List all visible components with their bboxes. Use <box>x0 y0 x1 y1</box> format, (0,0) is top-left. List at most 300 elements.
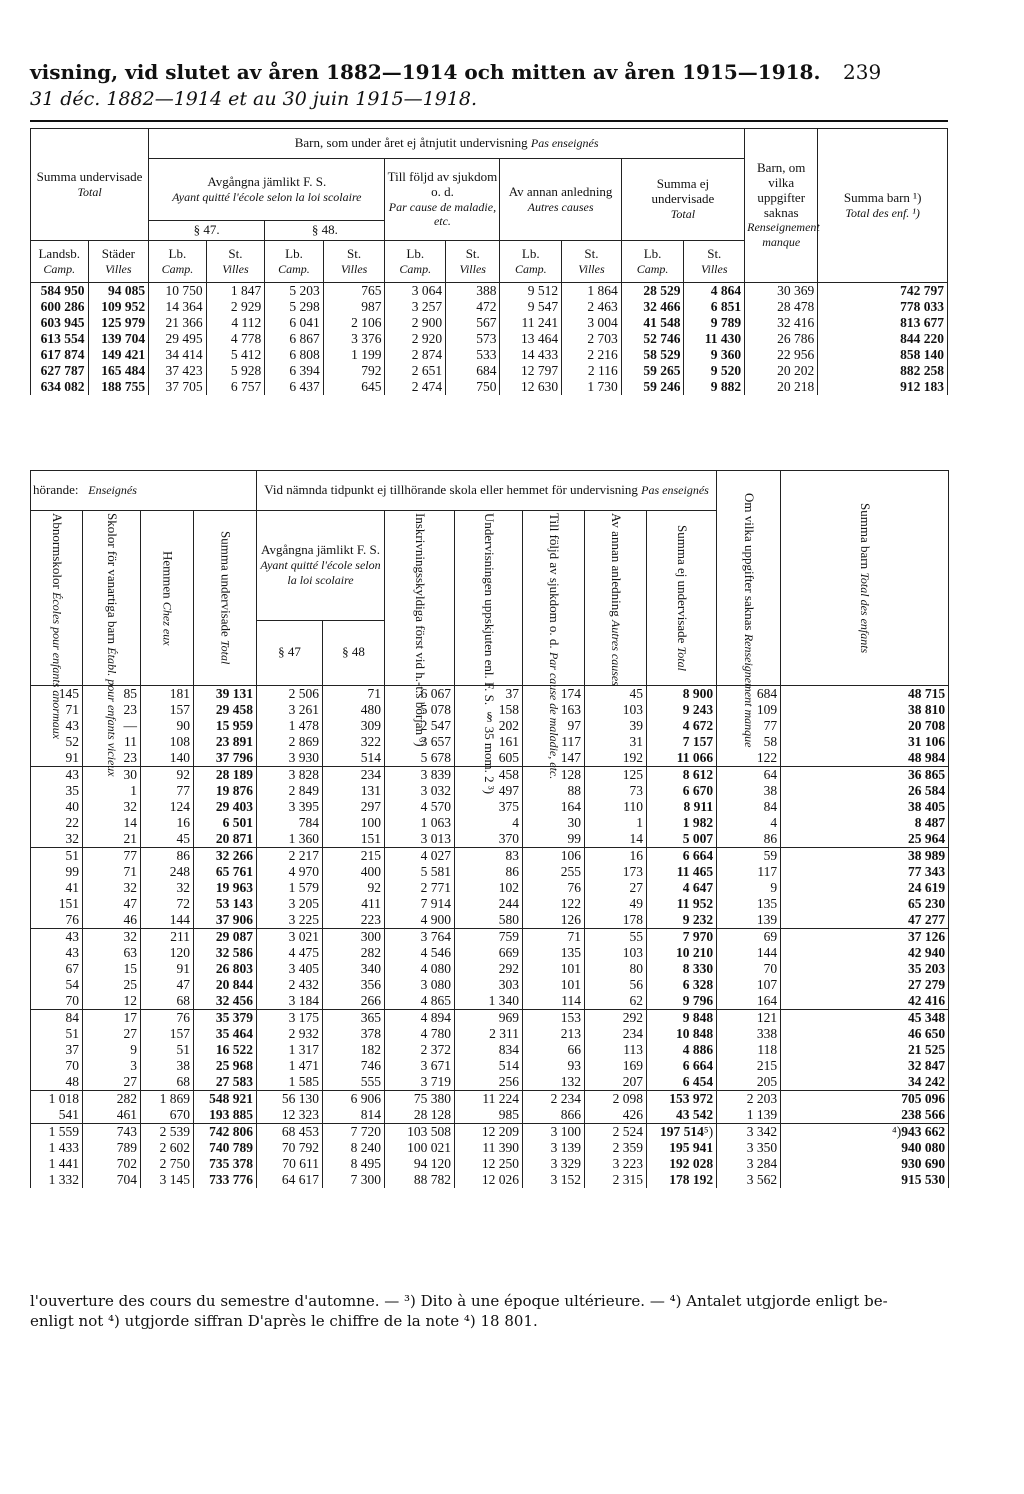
table-cell: 411 <box>323 896 385 912</box>
footnotes <box>30 1292 990 1331</box>
table-cell: 256 <box>455 1074 523 1091</box>
st-header: St. Villes <box>562 241 622 283</box>
table-cell: 702 <box>83 1156 141 1172</box>
table-cell: 2 116 <box>562 363 622 379</box>
table-cell: 164 <box>717 993 781 1010</box>
table-cell: 2 463 <box>562 299 622 315</box>
table-cell: 100 <box>323 815 385 831</box>
table-cell: 32 586 <box>194 945 257 961</box>
st-header: St. Villes <box>684 241 745 283</box>
table-cell: 356 <box>323 977 385 993</box>
table-cell: 292 <box>455 961 523 977</box>
table-cell: 56 <box>585 977 647 993</box>
table-cell: 151 <box>323 831 385 848</box>
table-cell: 140 <box>141 750 194 767</box>
table-cell: 1 864 <box>562 283 622 300</box>
table-row <box>31 315 948 331</box>
table-cell: 223 <box>323 912 385 929</box>
table-cell: 70 611 <box>257 1156 323 1172</box>
table-cell: 86 <box>717 831 781 848</box>
table-cell: 684 <box>446 363 500 379</box>
table-cell: 4 778 <box>206 331 265 347</box>
table-cell-value: 197 514 <box>660 1124 704 1139</box>
lb-header: Lb. Camp. <box>265 241 324 283</box>
table-cell: 9 <box>717 880 781 896</box>
table-cell: 4 027 <box>385 848 455 865</box>
table-cell: 92 <box>141 767 194 784</box>
table-cell: 21 <box>83 831 141 848</box>
table-cell: 6 394 <box>265 363 324 379</box>
table-cell <box>647 1124 717 1141</box>
table-cell: 27 <box>83 1074 141 1091</box>
table-cell: 64 617 <box>257 1172 323 1188</box>
skolor-vanartiga-header: Skolor för vanartiga barn Établ. pour enfants vicieux <box>83 511 141 686</box>
table-cell: 45 <box>585 686 647 703</box>
table-cell: 16 522 <box>194 1042 257 1058</box>
table-cell: 48 <box>31 1074 83 1091</box>
table-cell: 32 456 <box>194 993 257 1010</box>
table-cell: 735 378 <box>194 1156 257 1172</box>
table-cell: 71 <box>523 929 585 946</box>
table-cell: 6 664 <box>647 1058 717 1074</box>
table-cell: 135 <box>717 896 781 912</box>
table-cell: 43 <box>31 718 83 734</box>
table-cell: 6 757 <box>206 379 265 395</box>
table-cell: 1 441 <box>31 1156 83 1172</box>
table-cell: 124 <box>141 799 194 815</box>
table-row <box>31 283 948 300</box>
table-cell: 164 <box>523 799 585 815</box>
table-cell: 46 650 <box>781 1026 949 1042</box>
table-cell: 426 <box>585 1107 647 1124</box>
table-cell: 6 454 <box>647 1074 717 1091</box>
table-cell: 54 <box>31 977 83 993</box>
table-row <box>31 1058 949 1074</box>
table-cell: 255 <box>523 864 585 880</box>
table-cell: 32 847 <box>781 1058 949 1074</box>
lb-header: Lb. Camp. <box>149 241 207 283</box>
table-cell: 2 547 <box>385 718 455 734</box>
table-cell: 3 562 <box>717 1172 781 1188</box>
table-cell: 813 677 <box>818 315 948 331</box>
table-cell: 3 719 <box>385 1074 455 1091</box>
table-cell: 68 <box>141 1074 194 1091</box>
summa-ej-header: Summa ej undervisade Total <box>647 511 717 686</box>
table-cell: 3 657 <box>385 734 455 750</box>
table-cell: 43 542 <box>647 1107 717 1124</box>
table-cell: 5 928 <box>206 363 265 379</box>
table-cell: 40 <box>31 799 83 815</box>
table-cell: 2 474 <box>385 379 446 395</box>
table-cell: 600 286 <box>31 299 89 315</box>
table-row <box>31 993 949 1010</box>
table-cell: 73 <box>585 783 647 799</box>
table-cell: 8 612 <box>647 767 717 784</box>
table-cell: 71 <box>83 864 141 880</box>
table-cell: 9 <box>83 1042 141 1058</box>
table-cell: 9 882 <box>684 379 745 395</box>
table-cell: 43 <box>31 945 83 961</box>
table-cell: 27 <box>585 880 647 896</box>
table-cell: 742 806 <box>194 1124 257 1141</box>
table-cell: 5 203 <box>265 283 324 300</box>
table-row <box>31 977 949 993</box>
table-cell: 20 844 <box>194 977 257 993</box>
table-cell: 163 <box>523 702 585 718</box>
table-cell: 131 <box>323 783 385 799</box>
table-cell: 388 <box>446 283 500 300</box>
table-cell: 34 414 <box>149 347 207 363</box>
table-cell: 11 465 <box>647 864 717 880</box>
table-cell: 2 217 <box>257 848 323 865</box>
table-cell: 11 066 <box>647 750 717 767</box>
table-cell: 2 372 <box>385 1042 455 1058</box>
table-cell: 14 364 <box>149 299 207 315</box>
table-cell: 2 359 <box>585 1140 647 1156</box>
table-cell: 215 <box>323 848 385 865</box>
table-row <box>31 1156 949 1172</box>
footnote-marker: ⁴) <box>892 1124 902 1139</box>
table-cell: 1 018 <box>31 1091 83 1108</box>
table-cell: 41 <box>31 880 83 896</box>
table-cell: 3 032 <box>385 783 455 799</box>
table-cell: 71 <box>31 702 83 718</box>
table-cell: 669 <box>455 945 523 961</box>
table-cell: 617 874 <box>31 347 89 363</box>
table-cell: 77 <box>83 848 141 865</box>
st-header: St. Villes <box>446 241 500 283</box>
table-cell: 21 366 <box>149 315 207 331</box>
table-cell: 7 914 <box>385 896 455 912</box>
table-cell: 128 <box>523 767 585 784</box>
table-row <box>31 864 949 880</box>
table-cell: 32 416 <box>745 315 818 331</box>
table-cell: 56 130 <box>257 1091 323 1108</box>
table-cell: 3 004 <box>562 315 622 331</box>
table-cell: 16 <box>585 848 647 865</box>
table-cell: 20 202 <box>745 363 818 379</box>
table-cell: 14 <box>83 815 141 831</box>
table-cell: 28 128 <box>385 1107 455 1124</box>
table-cell: 109 <box>717 702 781 718</box>
table-row <box>31 379 948 395</box>
table-cell: 37 <box>31 1042 83 1058</box>
table-cell: 2 203 <box>717 1091 781 1108</box>
av-annan-header: Av annan anledning Autres causes <box>585 511 647 686</box>
table-cell: 47 277 <box>781 912 949 929</box>
table-cell: 42 940 <box>781 945 949 961</box>
table-cell: 1 585 <box>257 1074 323 1091</box>
table-cell: 59 265 <box>621 363 684 379</box>
table-cell: 35 203 <box>781 961 949 977</box>
table-cell: 3 405 <box>257 961 323 977</box>
table-cell: 4 864 <box>684 283 745 300</box>
bottom-table <box>30 470 949 1188</box>
table-cell: 31 106 <box>781 734 949 750</box>
table-cell: 21 525 <box>781 1042 949 1058</box>
vid-namnda-header: Vid nämnda tidpunkt ej tillhörande skola eller hemmet för undervisning Pas enseignés <box>257 471 717 511</box>
table-cell: 4 894 <box>385 1010 455 1027</box>
table-cell: 94 120 <box>385 1156 455 1172</box>
table-cell: 47 <box>141 977 194 993</box>
table-cell: 153 <box>523 1010 585 1027</box>
table-cell: 37 906 <box>194 912 257 929</box>
table-row <box>31 363 948 379</box>
table-cell: 37 705 <box>149 379 207 395</box>
table-cell: 8 911 <box>647 799 717 815</box>
table-cell: 1 847 <box>206 283 265 300</box>
table-cell: 68 453 <box>257 1124 323 1141</box>
table-cell: 38 <box>717 783 781 799</box>
table-cell: 25 <box>83 977 141 993</box>
stader-header: Städer Villes <box>88 241 149 283</box>
table-cell: 30 369 <box>745 283 818 300</box>
table-cell: 161 <box>455 734 523 750</box>
table-cell: 300 <box>323 929 385 946</box>
table-cell: 4 900 <box>385 912 455 929</box>
table-cell: 2 234 <box>523 1091 585 1108</box>
table-cell: 3 284 <box>717 1156 781 1172</box>
hemmen-header: Hemmen Chez eux <box>141 511 194 686</box>
table-cell: 3 350 <box>717 1140 781 1156</box>
table-cell: 70 <box>717 961 781 977</box>
summa-undervisade-header: Summa undervisade Total <box>31 129 149 241</box>
table-cell: 5 007 <box>647 831 717 848</box>
table-cell: 29 087 <box>194 929 257 946</box>
table-row <box>31 1042 949 1058</box>
footnote-line: enligt not ⁴) utgjorde siffran D'après le chiffre de la note ⁴) 18 801. <box>30 1311 538 1330</box>
barn-om-vilka-header: Barn, om vilka uppgifter saknas Renseignement manque <box>745 129 818 283</box>
table-cell: 6 906 <box>323 1091 385 1108</box>
table-cell: 234 <box>585 1026 647 1042</box>
table-cell: 4 780 <box>385 1026 455 1042</box>
page-number: 239 <box>843 60 882 84</box>
table-cell: 158 <box>455 702 523 718</box>
table-cell: 107 <box>717 977 781 993</box>
table-row <box>31 961 949 977</box>
table-cell: 77 343 <box>781 864 949 880</box>
table-cell: 9 520 <box>684 363 745 379</box>
table-cell: 43 <box>31 767 83 784</box>
table-cell: 45 348 <box>781 1010 949 1027</box>
table-cell: 188 755 <box>88 379 149 395</box>
table-cell: 497 <box>455 783 523 799</box>
table-cell: 340 <box>323 961 385 977</box>
table-cell: 10 750 <box>149 283 207 300</box>
table-cell: 9 547 <box>500 299 562 315</box>
table-cell: 77 <box>717 718 781 734</box>
table-cell: 29 495 <box>149 331 207 347</box>
table-cell: 1 478 <box>257 718 323 734</box>
table-cell: 23 891 <box>194 734 257 750</box>
table-cell: 514 <box>323 750 385 767</box>
table-cell: 8 900 <box>647 686 717 703</box>
table-cell: 4 475 <box>257 945 323 961</box>
table-cell: 11 952 <box>647 896 717 912</box>
inskrivning-header: Inskrivningsskyldiga först vid h.-t:s början ³) <box>385 511 455 686</box>
table-cell: 12 <box>83 993 141 1010</box>
table-row <box>31 1074 949 1091</box>
table-cell: 120 <box>141 945 194 961</box>
table-cell: 173 <box>585 864 647 880</box>
table-cell: 38 989 <box>781 848 949 865</box>
table-cell: 4 970 <box>257 864 323 880</box>
table-cell: 26 786 <box>745 331 818 347</box>
table-cell: 645 <box>323 379 385 395</box>
table-cell: 103 <box>585 945 647 961</box>
table-cell: 297 <box>323 799 385 815</box>
table-cell: 37 796 <box>194 750 257 767</box>
table-cell: 70 <box>31 993 83 1010</box>
table-cell: 7 720 <box>323 1124 385 1141</box>
table-cell: 35 464 <box>194 1026 257 1042</box>
table-cell: 213 <box>523 1026 585 1042</box>
horande-header: hörande: Enseignés <box>31 471 257 511</box>
table-cell: 378 <box>323 1026 385 1042</box>
table-cell: 1 559 <box>31 1124 83 1141</box>
table-cell: 32 466 <box>621 299 684 315</box>
table-cell: 135 <box>523 945 585 961</box>
table-cell: 3 184 <box>257 993 323 1010</box>
table-cell: 555 <box>323 1074 385 1091</box>
table-cell: 88 782 <box>385 1172 455 1188</box>
table-cell: 6 808 <box>265 347 324 363</box>
table-cell: 35 <box>31 783 83 799</box>
table-cell: 139 <box>717 912 781 929</box>
table-cell: 125 <box>585 767 647 784</box>
table-cell: 10 848 <box>647 1026 717 1042</box>
table-row <box>31 880 949 896</box>
table-cell: 784 <box>257 815 323 831</box>
table-cell: 24 619 <box>781 880 949 896</box>
table-cell: 195 941 <box>647 1140 717 1156</box>
table-cell: 2 874 <box>385 347 446 363</box>
summa-barn-header: Summa barn ¹) Total des enf. ¹) <box>818 129 948 283</box>
table-cell: 5 581 <box>385 864 455 880</box>
table-cell: 765 <box>323 283 385 300</box>
table-cell: 603 945 <box>31 315 89 331</box>
table-cell: 15 959 <box>194 718 257 734</box>
table-cell: 2 869 <box>257 734 323 750</box>
table-cell: 1 063 <box>385 815 455 831</box>
table-cell: 66 <box>523 1042 585 1058</box>
table-cell: 108 <box>141 734 194 750</box>
table-cell: 122 <box>523 896 585 912</box>
table-cell: 122 <box>717 750 781 767</box>
table-cell: 742 797 <box>818 283 948 300</box>
table-cell: 234 <box>323 767 385 784</box>
table-cell: 2 750 <box>141 1156 194 1172</box>
table-cell: 814 <box>323 1107 385 1124</box>
table-cell: 9 512 <box>500 283 562 300</box>
barn-ej-header: Barn, som under året ej åtnjutit undervisning Pas enseignés <box>149 129 745 159</box>
table-cell: 2 602 <box>141 1140 194 1156</box>
table-cell: 110 <box>585 799 647 815</box>
table-cell: 8 330 <box>647 961 717 977</box>
table-cell: 22 956 <box>745 347 818 363</box>
table-cell: 458 <box>455 767 523 784</box>
table-cell: 25 968 <box>194 1058 257 1074</box>
table-cell: 90 <box>141 718 194 734</box>
table-cell: 91 <box>31 750 83 767</box>
table-cell: 215 <box>717 1058 781 1074</box>
table-row <box>31 848 949 865</box>
table-cell: 192 028 <box>647 1156 717 1172</box>
table-cell: 70 792 <box>257 1140 323 1156</box>
table-cell: 153 972 <box>647 1091 717 1108</box>
table-cell: 3 839 <box>385 767 455 784</box>
summa-barn-header: Summa barn Total des enfants <box>781 471 949 686</box>
table-cell: 63 <box>83 945 141 961</box>
table-cell: 65 761 <box>194 864 257 880</box>
table-cell: 28 478 <box>745 299 818 315</box>
table-cell: 182 <box>323 1042 385 1058</box>
table-cell: 3 225 <box>257 912 323 929</box>
table-cell: 567 <box>446 315 500 331</box>
till-fold-header: Till följd av sjukdom o. d. Par cause de maladie, etc. <box>523 511 585 686</box>
table-cell: 244 <box>455 896 523 912</box>
table-cell: 29 458 <box>194 702 257 718</box>
table-cell: 7 300 <box>323 1172 385 1188</box>
table-cell: 75 380 <box>385 1091 455 1108</box>
table-cell: 48 984 <box>781 750 949 767</box>
table-cell: 684 <box>717 686 781 703</box>
table-cell: 165 484 <box>88 363 149 379</box>
table-cell: 149 421 <box>88 347 149 363</box>
table-cell: 109 952 <box>88 299 149 315</box>
table-cell: 12 250 <box>455 1156 523 1172</box>
table-cell: 23 <box>83 702 141 718</box>
table-cell: 205 <box>717 1074 781 1091</box>
table-cell: 9 796 <box>647 993 717 1010</box>
p47-header: § 47 <box>257 620 323 685</box>
table-cell: 580 <box>455 912 523 929</box>
table-cell: 750 <box>446 379 500 395</box>
top-table-body <box>31 283 948 396</box>
table-cell: 2 106 <box>323 315 385 331</box>
table-cell: 740 789 <box>194 1140 257 1156</box>
table-cell: 940 080 <box>781 1140 949 1156</box>
p48-header: § 48. <box>265 221 385 241</box>
table-cell: 4 672 <box>647 718 717 734</box>
table-cell: 11 241 <box>500 315 562 331</box>
table-row <box>31 1010 949 1027</box>
table-cell: 125 979 <box>88 315 149 331</box>
table-cell: 3 376 <box>323 331 385 347</box>
st-header: St. Villes <box>323 241 385 283</box>
table-cell: 91 <box>141 961 194 977</box>
table-cell: 3 100 <box>523 1124 585 1141</box>
table-cell: 746 <box>323 1058 385 1074</box>
table-cell: 3 145 <box>141 1172 194 1188</box>
table-cell: 144 <box>717 945 781 961</box>
table-cell: 1 433 <box>31 1140 83 1156</box>
table-cell: 27 583 <box>194 1074 257 1091</box>
table-cell: 2 920 <box>385 331 446 347</box>
table-cell: 2 651 <box>385 363 446 379</box>
table-cell: 9 789 <box>684 315 745 331</box>
table-cell: 92 <box>323 880 385 896</box>
table-cell: 97 <box>523 718 585 734</box>
table-cell: 93 <box>523 1058 585 1074</box>
table-cell: 23 <box>83 750 141 767</box>
table-cell: 1 340 <box>455 993 523 1010</box>
table-cell: 1 139 <box>717 1107 781 1124</box>
table-cell: 1 869 <box>141 1091 194 1108</box>
table-cell: 76 <box>141 1010 194 1027</box>
table-cell: 59 <box>717 848 781 865</box>
table-cell: 282 <box>323 945 385 961</box>
